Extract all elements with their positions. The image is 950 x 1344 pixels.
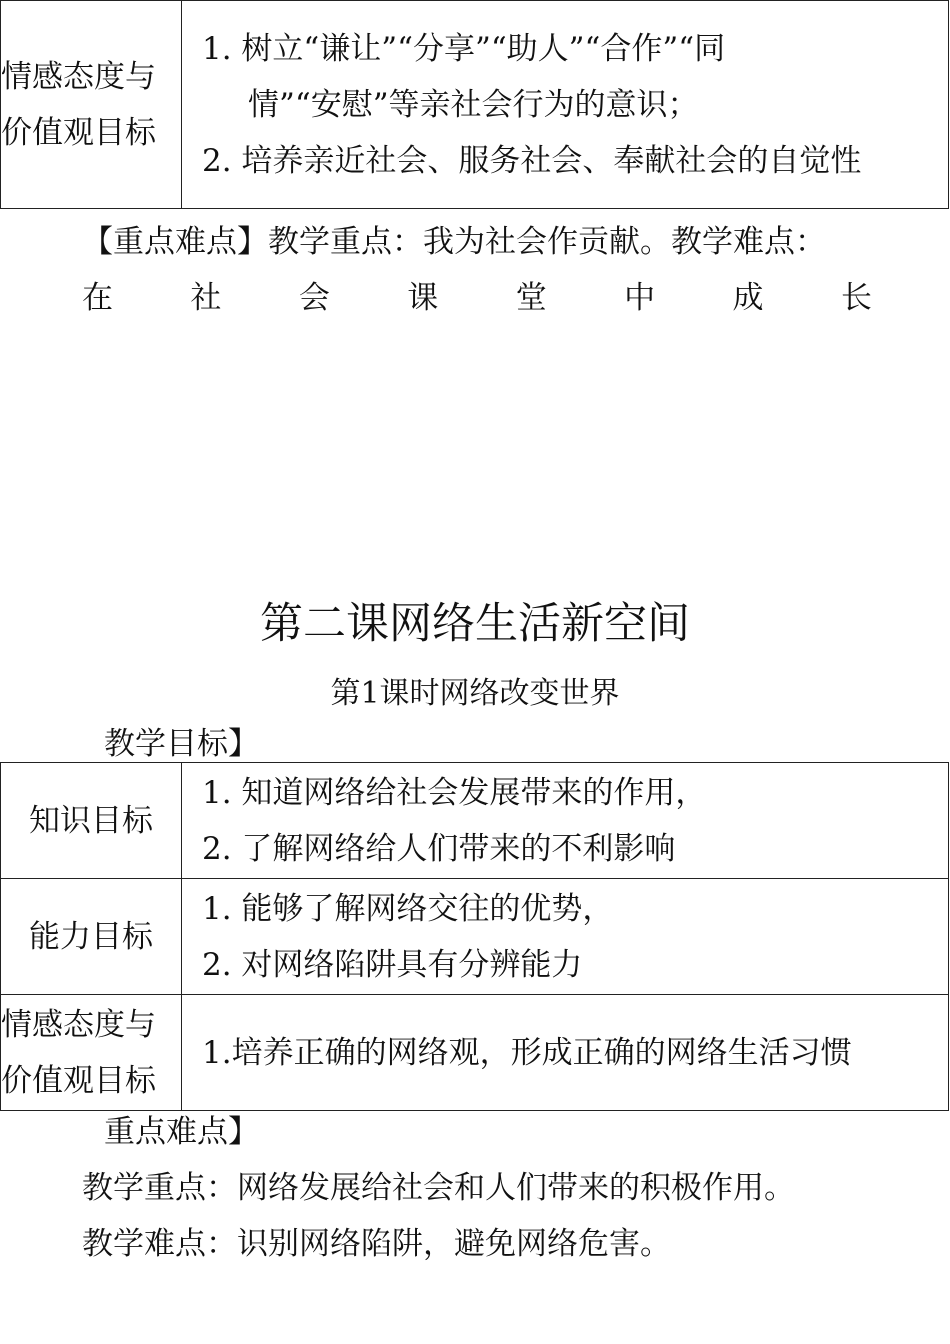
spread-char: 长 bbox=[840, 280, 872, 316]
label-line: 情感态度与 bbox=[1, 58, 156, 95]
label-line: 价值观目标 bbox=[1, 114, 156, 151]
spread-char: 成 bbox=[732, 280, 764, 316]
goals-heading: 教学目标】 bbox=[104, 726, 259, 762]
spread-char: 课 bbox=[407, 280, 439, 316]
goal-item: 1. 知道网络给社会发展带来的作用， bbox=[202, 774, 707, 811]
spread-char: 在 bbox=[82, 280, 113, 316]
row-content bbox=[182, 1, 949, 209]
lesson-goals-table bbox=[0, 762, 949, 1111]
table-row bbox=[1, 879, 949, 995]
key-points-spread-line bbox=[82, 270, 872, 326]
goal-item: 2. 培养亲近社会、服务社会、奉献社会的自觉性 bbox=[202, 142, 862, 179]
row-label bbox=[1, 1, 182, 209]
key-points-line: 【重点难点】教学重点：我为社会作贡献。教学难点： bbox=[82, 224, 826, 260]
table-row bbox=[1, 1, 949, 209]
table-row bbox=[1, 995, 949, 1111]
table-row bbox=[1, 763, 949, 879]
top-goals-table bbox=[0, 0, 949, 209]
lesson-subtitle: 第1课时网络改变世界 bbox=[330, 676, 620, 711]
spread-char: 会 bbox=[298, 280, 330, 316]
row-label: 知识目标 bbox=[1, 763, 182, 879]
spread-char: 堂 bbox=[515, 280, 547, 316]
spread-char: 社 bbox=[190, 280, 222, 316]
teaching-difficulty: 教学难点：识别网络陷阱，避免网络危害。 bbox=[82, 1226, 671, 1262]
label-line: 价值观目标 bbox=[1, 1062, 156, 1099]
goal-item: 1. 能够了解网络交往的优势， bbox=[202, 890, 614, 927]
row-content bbox=[182, 763, 949, 879]
row-label bbox=[1, 995, 182, 1111]
row-content bbox=[182, 879, 949, 995]
goal-item: 1.培养正确的网络观，形成正确的网络生活习惯 bbox=[202, 1034, 852, 1071]
label-line: 情感态度与 bbox=[1, 1006, 156, 1043]
key-points-heading: 重点难点】 bbox=[104, 1114, 259, 1150]
teaching-focus: 教学重点：网络发展给社会和人们带来的积极作用。 bbox=[82, 1170, 795, 1206]
row-content bbox=[182, 995, 949, 1111]
goal-item-continued: 情”“安慰”等亲社会行为的意识； bbox=[248, 86, 699, 123]
spread-char: 中 bbox=[624, 280, 656, 316]
goal-item: 2. 对网络陷阱具有分辨能力 bbox=[202, 946, 583, 983]
goal-item: 1. 树立“谦让”“分享”“助人”“合作”“同 bbox=[202, 30, 726, 67]
row-label: 能力目标 bbox=[1, 879, 182, 995]
goal-item: 2. 了解网络给人们带来的不利影响 bbox=[202, 830, 676, 867]
lesson-title: 第二课网络生活新空间 bbox=[260, 599, 690, 649]
